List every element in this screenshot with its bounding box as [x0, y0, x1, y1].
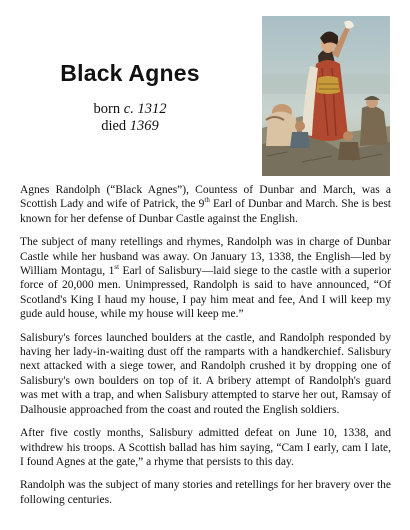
paragraph-intro-text-b: Earl of Dunbar and March. She is best known for her defense of Dunbar Castle against the English.: [20, 198, 391, 225]
died-prefix: died: [101, 118, 130, 134]
paragraph-victory: After five costly months, Salisbury admitted defeat on June 10, 1338, and withdrew his troops. A Scottish ballad has him saying, “Cam I early, cam I late, I found Agnes at the gate,” a rhyme that persists to this day.: [20, 427, 391, 468]
paragraph-intro-text-a: Agnes Randolph (“Black Agnes”), Countess of Dunbar and March, was a Scottish Lady and wife of Patrick, the 9: [20, 184, 391, 211]
life-dates: [20, 101, 240, 135]
paragraph-defense: Salisbury's forces launched boulders at the castle, and Randolph responded by having her lady-in-waiting dust off the ramparts with a handkerchief. Salisbury next attacked with a siege tower, and Randolph crushed it by dropping one of Salisbury's own boulders on top of it. A bribery attempt of Randolph's guard was met with a trap, and when Salisbury attempted to starve her out, Ramsay of Dalhousie approached from the coast and routed the English soldiers.: [20, 331, 391, 416]
born-line: [20, 101, 240, 118]
paragraph-siege-text-b: Earl of Salisbury—laid siege to the castle with a superior force of 20,000 men. Unimpressed, Randolph is said to have announced, “Of Scotland's King I haud my house, I pay him meat and fee, And I will keep my gude auld house, while my house will keep me.”: [20, 265, 391, 321]
died-line: [20, 118, 240, 135]
paragraph-siege-text-a: The subject of many retellings and rhymes, Randolph was in charge of Dunbar Castle while her husband was away. On January 13, 1338, the English—led by William Montagu, 1: [20, 236, 391, 278]
paragraph-legacy: Randolph was the subject of many stories and retellings for her bravery over the following centuries.: [20, 479, 391, 506]
born-year: 1312: [137, 101, 167, 117]
black-agnes-portrait-icon: [262, 16, 390, 176]
born-prefix: born: [93, 101, 124, 117]
title-block: [20, 60, 240, 135]
ordinal-suffix: th: [204, 196, 210, 205]
page-title: Black Agnes: [60, 60, 200, 86]
paragraph-intro: [20, 183, 391, 226]
died-year: 1369: [129, 118, 159, 134]
paragraph-siege: [20, 235, 391, 321]
ordinal-suffix: st: [114, 263, 120, 272]
portrait-image: [262, 16, 390, 176]
article-body: [20, 183, 391, 516]
born-circa: c.: [123, 101, 134, 117]
header: [0, 0, 410, 182]
